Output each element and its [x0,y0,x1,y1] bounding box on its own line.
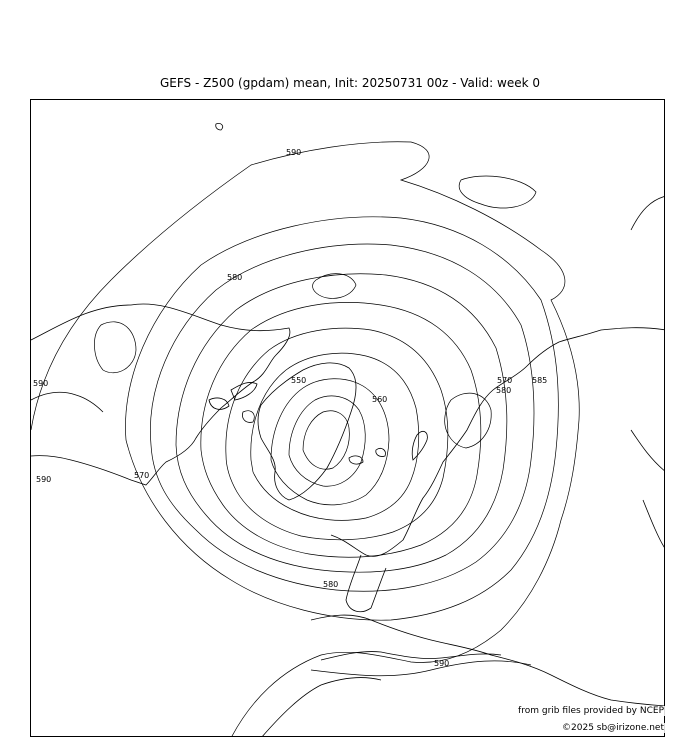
contour-label: 590 [286,148,302,157]
map-canvas [31,100,665,737]
coastline-africa [261,678,381,737]
contour-label: 590 [33,379,49,388]
coastline-svalbard [376,448,386,456]
coastline-pacific-islands [216,123,223,130]
contour-590-east [459,176,536,208]
map-frame [30,99,665,737]
contour-label: 580 [496,386,512,395]
contour-label: 580 [323,580,339,589]
coastline-scandinavia [346,555,386,612]
credit-copyright: ©2025 sb@irizone.net [562,723,664,733]
contour-575 [176,274,507,572]
contour-label: 580 [227,273,243,282]
contour-560 [251,353,419,520]
coastline-east-asia [631,196,665,550]
contour-590-south [311,661,531,676]
contour-label: 590 [36,475,52,484]
coastline-novaya-zemlya [412,431,427,460]
contour-label: 590 [434,659,450,668]
contours [31,142,579,737]
contour-label: 585 [532,376,548,385]
map-title: GEFS - Z500 (gpdam) mean, Init: 20250731 00z - Valid: week 0 [159,76,541,90]
contour-570 [201,302,481,557]
contour-585 [125,217,558,620]
contour-label: 570 [497,376,513,385]
contour-590-outer [31,142,579,737]
coastline-arctic-islands [209,382,257,422]
credit-source: from grib files provided by NCEP [518,706,664,716]
contour-565 [226,328,448,540]
contour-labels [33,148,547,668]
coastlines [31,123,665,737]
coastline-europe [311,615,665,706]
contour-label: 560 [372,395,388,404]
contour-550 [289,396,365,486]
contour-label: 570 [134,471,150,480]
contour-570-east [445,393,492,448]
contour-580 [150,244,534,591]
contour-590-west [94,322,136,373]
coastline-alaska [31,392,103,412]
contour-545 [303,411,349,469]
coastline-mediterranean [321,652,501,660]
contour-label: 550 [291,376,307,385]
